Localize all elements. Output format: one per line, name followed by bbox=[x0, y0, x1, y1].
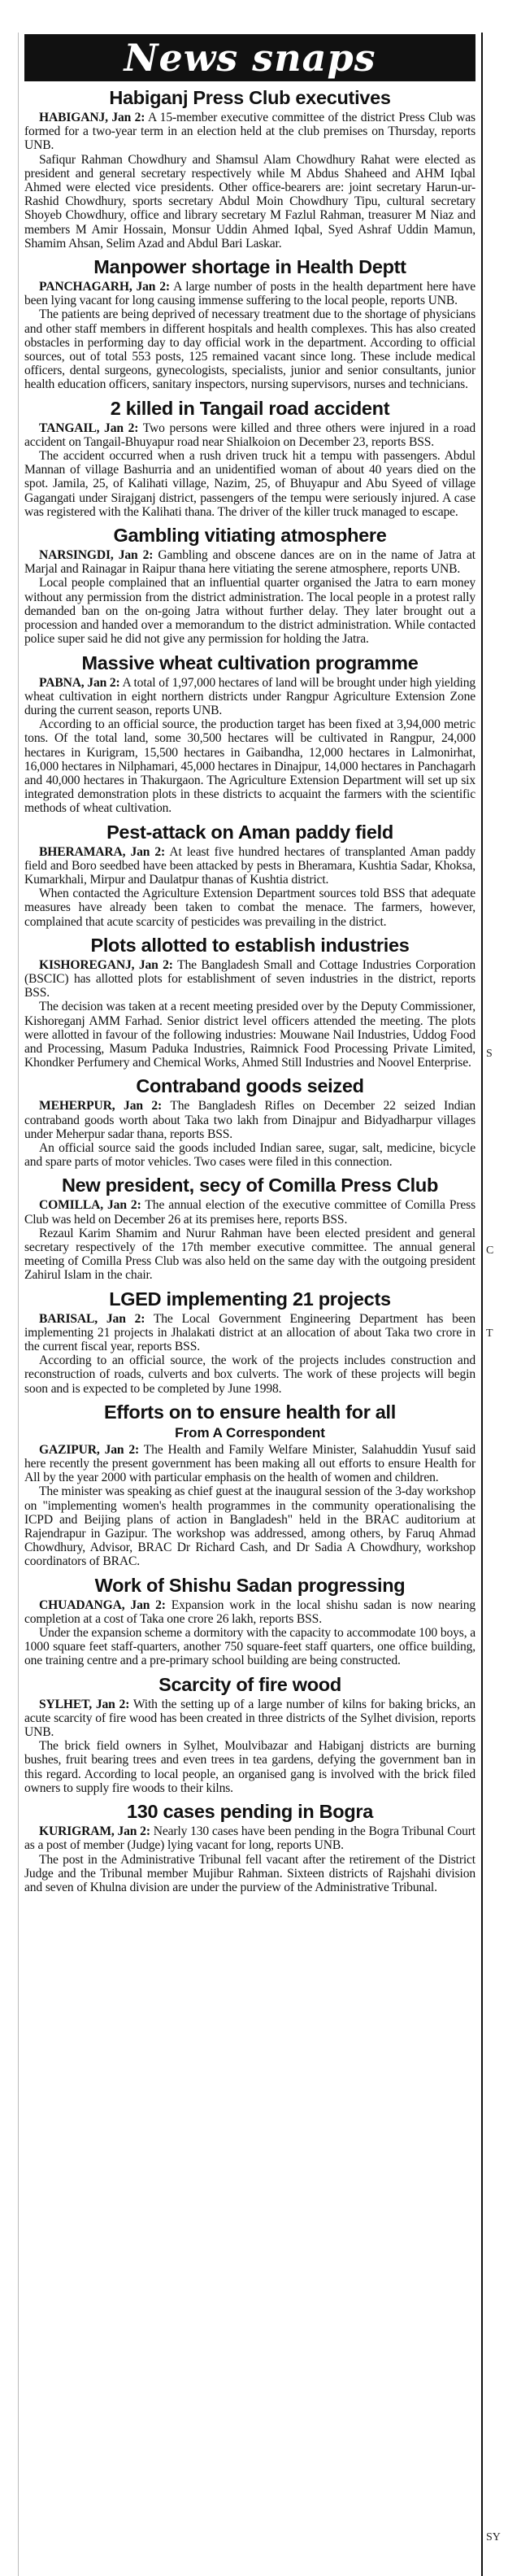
story-body-text: According to an official source, the production target has been fixed at 3,94,000 metric tons. Of the total land, some 30,500 hectares will be cultivated in Rangpur, 24,000 hectares in Kurigram, 15,500 hectares in Gaibandha, 12,000 hectares in Lalmonirhat, 16,000 hectares in Nilphamari, 45,000 hectares in Dinajpur, 14,000 hectares in Panchagarh and 40,000 hectares in Thakurgaon. The Agriculture Extension Department will set up six integrated demonstration plots in these districts to acquaint the farmers with the scientific methods of wheat cultivation. bbox=[24, 717, 475, 816]
story-paragraph bbox=[24, 676, 475, 718]
story-body-text: An official source said the goods included Indian saree, sugar, salt, medicine, bicycle and spare parts of motor vehicles. Two cases were filed in this connection. bbox=[24, 1140, 475, 1170]
story-paragraph bbox=[24, 1824, 475, 1852]
story-dateline: COMILLA, Jan 2: bbox=[39, 1198, 141, 1213]
story-headline: Massive wheat cultivation programme bbox=[81, 652, 419, 673]
story-dateline: MEHERPUR, Jan 2: bbox=[39, 1099, 163, 1114]
story-paragraph bbox=[24, 280, 475, 307]
story-headline: Habiganj Press Club executives bbox=[109, 87, 391, 108]
story-dateline: PANCHAGARH, Jan 2: bbox=[39, 280, 170, 294]
story-dateline: BARISAL, Jan 2: bbox=[39, 1311, 145, 1326]
news-story bbox=[24, 1288, 475, 1396]
story-paragraph bbox=[24, 958, 475, 1000]
story-paragraph bbox=[24, 1198, 475, 1226]
story-headline: Efforts on to ensure health for all bbox=[103, 1401, 396, 1423]
story-body-text: The annual election of the executive committee of Comilla Press Club was held on December 26 at its premises here, reports BSS. bbox=[24, 1198, 475, 1227]
news-story bbox=[24, 524, 475, 646]
story-paragraph bbox=[24, 1099, 475, 1141]
adjacent-column-fragment: C bbox=[486, 1244, 494, 1257]
story-headline: Plots allotted to establish industries bbox=[90, 934, 410, 956]
story-dateline: GAZIPUR, Jan 2: bbox=[39, 1442, 140, 1457]
story-paragraph bbox=[24, 1626, 475, 1668]
story-dateline: BHERAMARA, Jan 2: bbox=[39, 844, 166, 859]
story-headline: Work of Shishu Sadan progressing bbox=[94, 1574, 406, 1596]
news-story bbox=[24, 1673, 475, 1795]
masthead-title: News snaps bbox=[124, 36, 376, 80]
news-story bbox=[24, 1174, 475, 1282]
story-byline: From A Correspondent bbox=[175, 1424, 325, 1441]
story-body-text: A 15-member executive committee of the district Press Club was formed for a two-year term in an election held at the club premises on Thursday, reports UNB. bbox=[24, 111, 475, 153]
story-dateline: TANGAIL, Jan 2: bbox=[39, 421, 139, 435]
stories-list bbox=[24, 86, 475, 1894]
news-story bbox=[24, 1574, 475, 1668]
story-headline: New president, secy of Comilla Press Club bbox=[61, 1175, 439, 1196]
story-paragraph bbox=[24, 1443, 475, 1485]
story-headline: Manpower shortage in Health Deptt bbox=[93, 256, 406, 278]
story-paragraph bbox=[24, 1312, 475, 1354]
news-story bbox=[24, 652, 475, 816]
story-headline: 2 killed in Tangail road accident bbox=[110, 397, 390, 419]
story-paragraph bbox=[24, 576, 475, 646]
story-body-text: Nearly 130 cases have been pending in the Bogra Tribunal Court as a post of member (Judge) lying vacant for long, reports UNB. bbox=[24, 1824, 475, 1853]
story-body-text: Under the expansion scheme a dormitory with the capacity to accommodate 100 boys, a 1000 square feet staff-quarters, another 750 square-feet staff quarters, one office building, one training centre and a pre-primary school building are being constructed. bbox=[24, 1626, 475, 1668]
story-body-text: Two persons were killed and three others were injured in a road accident on Tangail-Bhuyapur road near Shialkoion on December 23, reports BSS. bbox=[24, 421, 476, 449]
story-body-text: Rezaul Karim Shamim and Nurur Rahman have been elected president and general secretary respectively of the 17th member executive committee. The annual general meeting of Comilla Press Club was also held on the same day with the outgoing president Zahirul Islam in the chair. bbox=[24, 1226, 475, 1283]
news-story bbox=[24, 86, 475, 251]
story-body-text: According to an official source, the work of the projects includes construction and reconstruction of roads, culverts and box culverts. The work of these projects will begin soon and is expected to be completed by June 1998. bbox=[24, 1353, 475, 1396]
news-story bbox=[24, 821, 475, 929]
story-paragraph bbox=[24, 1141, 475, 1169]
story-body-text: Safiqur Rahman Chowdhury and Shamsul Alam Chowdhury Rahat were elected as president and general secretary respectively while M Abdus Shaheed and AHM Iqbal Ahmed were elected vice presidents. Other office-bearers are: joint secretary Harun-ur-Rashid Chowdhury, sports secretary Abdul Moin Chowdhury Tipu, cultural secretary Shoyeb Chowdhury, office and library secretary M Fazlul Rahman, treasurer M Niaz and members M Amir Hossain, Monsur Uddin Ahmed Iqbal, Syed Ashraf Uddin Mamun, Shamim Ahsan, Selim Azad and Abdul Bari Laskar. bbox=[24, 152, 475, 251]
story-paragraph bbox=[24, 449, 475, 519]
story-body-text: The post in the Administrative Tribunal fell vacant after the retirement of the District Judge and the Tribunal member Mujibur Rahman. Sixteen districts of Rajshahi division and seven of Khulna division are under the purview of the Administrative Tribunal. bbox=[24, 1852, 475, 1894]
story-headline: Gambling vitiating atmosphere bbox=[113, 525, 387, 547]
news-story bbox=[24, 255, 475, 392]
news-story bbox=[24, 1800, 475, 1894]
story-paragraph bbox=[24, 845, 475, 887]
story-body-text: The accident occurred when a rush driven truck hit a tempu with passengers. Abdul Mannan of village Bashurria and an unidentified woman of about 40 years died on the spot. Jamila, 25, of Kalihati village, Nazim, 25, of Bhuyapur and Abu Syeed of village Gagangati under Sirajganj district, passengers of the tempu were seriously injured. A case was registered with the Kalihati thana. The driver of the killer truck managed to escape. bbox=[24, 449, 475, 519]
story-paragraph bbox=[24, 1853, 475, 1895]
left-column-edge bbox=[0, 33, 19, 2576]
story-body-text: The Bangladesh Small and Cottage Industries Corporation (BSCIC) has allotted plots for establishment of seven industries in the district, reports BSS. bbox=[24, 957, 475, 1000]
story-body-text: The patients are being deprived of necessary treatment due to the shortage of physicians and other staff members in different hospitals and health complexes. This has also created obstacles in performing day to day official work in the department. According to official sources, out of total 553 posts, 125 remained vacant since long. These include medical officers, dental surgeons, gynecologists, specialists, junior and senior consultants, junior health education officers, sanitary inspectors, nursing supervisors, nurses and technicians. bbox=[24, 307, 475, 392]
story-paragraph bbox=[24, 1698, 475, 1740]
news-story bbox=[24, 397, 475, 519]
story-paragraph bbox=[24, 421, 475, 449]
story-body-text: Gambling and obscene dances are on in the name of Jatra at Marjal and Rainagar in Raipur thana here vitiating the serene atmosphere, reports UNB. bbox=[24, 548, 475, 577]
masthead bbox=[24, 34, 475, 81]
story-body-text: A large number of posts in the health department here have been lying vacant for long causing immense suffering to the local people, reports UNB. bbox=[24, 280, 475, 308]
story-paragraph bbox=[24, 1739, 475, 1795]
story-body-text: A total of 1,97,000 hectares of land will be brought under high yielding wheat cultivation in eight northern districts under Rangpur Agriculture Extension Zone during the current season, reports UNB. bbox=[24, 675, 475, 717]
story-paragraph bbox=[24, 307, 475, 391]
news-story bbox=[24, 1401, 475, 1569]
news-story bbox=[24, 1074, 475, 1169]
story-paragraph bbox=[24, 1598, 475, 1626]
story-headline: Scarcity of fire wood bbox=[158, 1673, 341, 1695]
story-paragraph bbox=[24, 153, 475, 251]
story-body-text: The decision was taken at a recent meeting presided over by the Deputy Commissioner, Kishoreganj AMM Farhad. Senior district level officers attended the meeting. The plots were allotted in favour of the following industries: Mouwane Nail Industries, Uddog Food and Processing, Masum Paduka Industries, Raimnick Food Processing Private Limited, Khondker Perfumery and Chemical Works, Ahmed Still Industries and Noovel Enterprise. bbox=[24, 1000, 475, 1070]
story-paragraph bbox=[24, 717, 475, 815]
story-body-text: The Health and Family Welfare Minister, Salahuddin Yusuf said here recently the present government has been making all out efforts to ensure Health for All by the year 2000 with particular emphasis on the health of women and children. bbox=[24, 1442, 476, 1485]
news-snaps-column bbox=[24, 34, 475, 1894]
story-paragraph bbox=[24, 1000, 475, 1070]
story-dateline: HABIGANJ, Jan 2: bbox=[39, 111, 145, 124]
story-headline: Contraband goods seized bbox=[136, 1075, 364, 1097]
story-paragraph bbox=[24, 887, 475, 929]
story-body-text: The Bangladesh Rifles on December 22 seized Indian contraband goods worth about Taka two lakh from Dinajpur and Bidyadharpur villages under Meherpur sadar thana, reports BSS. bbox=[24, 1099, 475, 1141]
story-dateline: SYLHET, Jan 2: bbox=[39, 1697, 130, 1711]
story-body-text: At least five hundred hectares of transplanted Aman paddy field and Boro seedbed have been attacked by pests in Bheramara, Kushtia Sadar, Khoksa, Kumarkhali, Mirpur and Daulatpur thanas of Kushtia district. bbox=[24, 844, 476, 887]
story-headline: 130 cases pending in Bogra bbox=[126, 1801, 374, 1823]
story-paragraph bbox=[24, 111, 475, 153]
adjacent-column-fragment: SY bbox=[486, 2531, 501, 2543]
adjacent-column-edge bbox=[481, 33, 508, 2576]
story-dateline: KISHOREGANJ, Jan 2: bbox=[39, 957, 173, 972]
adjacent-column-fragment: S bbox=[486, 1048, 493, 1060]
story-paragraph bbox=[24, 1353, 475, 1396]
story-body-text: The brick field owners in Sylhet, Moulvibazar and Habiganj districts are burning bushes, fruit bearing trees and even trees in tea gardens, defying the government ban in this regard. According to local people, an organised gang is involved with the brick filed owners to supply fire woods to their kilns. bbox=[24, 1739, 475, 1795]
story-body-text: With the setting up of a large number of kilns for baking bricks, an acute scarcity of fire wood has been created in three districts of the Sylhet division, reports UNB. bbox=[24, 1697, 475, 1740]
story-dateline: NARSINGDI, Jan 2: bbox=[39, 548, 154, 563]
adjacent-column-fragment: T bbox=[486, 1327, 493, 1340]
story-headline: LGED implementing 21 projects bbox=[109, 1288, 391, 1310]
story-body-text: The minister was speaking as chief guest at the inaugural session of the 3-day workshop on "implementing women's health programmes in the community operationalising the ICPD and Beijing plans of action in Bangladesh" held in the BRAC auditorium at Rajendrapur in Gazipur. The workshop was addressed, among others, by Faruq Ahmad Chowdhury, Advisor, BRAC Dr Richard Cash, and Dr Sadia A Chowdhury, workshop coordinators of BRAC. bbox=[24, 1484, 475, 1569]
story-headline: Pest-attack on Aman paddy field bbox=[106, 821, 393, 843]
story-body-text: The Local Government Engineering Department has been implementing 21 projects in Jhalakati district at an allocation of about Taka two crore in the current fiscal year, reports BSS. bbox=[24, 1311, 475, 1354]
news-story bbox=[24, 934, 475, 1070]
story-dateline: CHUADANGA, Jan 2: bbox=[39, 1597, 166, 1612]
story-dateline: KURIGRAM, Jan 2: bbox=[39, 1824, 150, 1839]
story-paragraph bbox=[24, 1227, 475, 1283]
story-body-text: Expansion work in the local shishu sadan is now nearing completion at a cost of Taka one crore 26 lakh, reports BSS. bbox=[24, 1597, 475, 1626]
story-body-text: Local people complained that an influential quarter organised the Jatra to earn money without any permission from the district administration. The local people in a protest rally demanded ban on the on-going Jatra without further delay. They later brought out a procession and handed over a memorandum to the district administration. While contacted police super said he did not give any permission for holding the Jatra. bbox=[24, 576, 475, 647]
story-paragraph bbox=[24, 1484, 475, 1568]
story-body-text: When contacted the Agriculture Extension Department sources told BSS that adequate measures have already been taken to combat the menace. The farmers, however, complained that acute scarcity of pesticides was prevailing in the district. bbox=[24, 887, 475, 929]
story-dateline: PABNA, Jan 2: bbox=[39, 675, 120, 690]
story-paragraph bbox=[24, 548, 475, 576]
